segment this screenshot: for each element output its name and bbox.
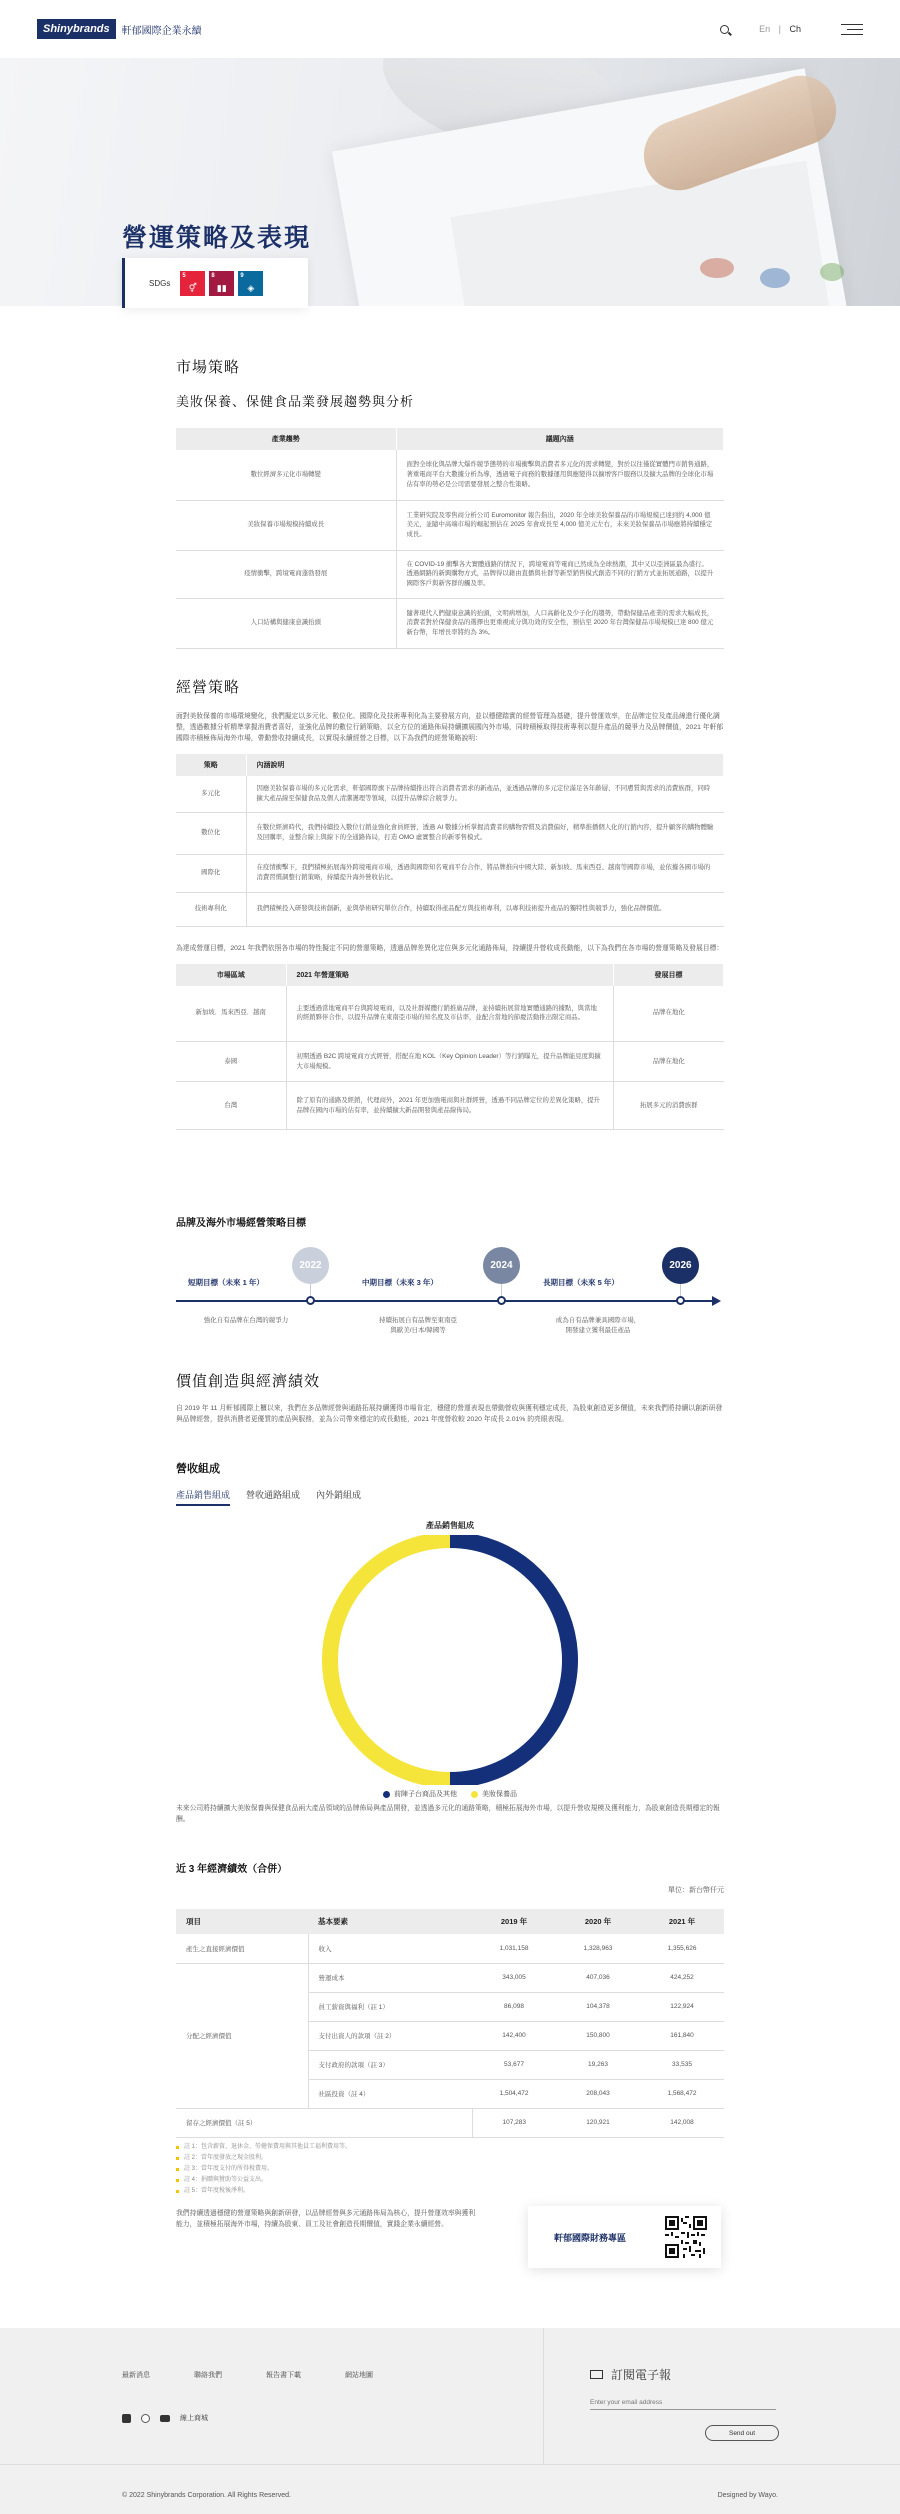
timeline-desc: 強化自有品牌在台灣的競爭力 [203, 1317, 289, 1324]
strategy-timeline [176, 1235, 724, 1335]
table-cell: 數位經濟多元化市場轉變 [176, 450, 396, 500]
timeline-title-wrap [176, 1214, 724, 1229]
legend-swatch [383, 1791, 390, 1798]
financial-area-card[interactable] [528, 2206, 721, 2268]
search-icon[interactable] [720, 25, 729, 34]
section-intro: 面對美妝保養的市場環境變化，我們擬定以多元化、數位化、國際化及技術專利化為主要發展方向，並以穩健踏實的經營管理為基礎，提升營運效率，在品牌定位及產品線進行優化調整，透過數據分析精準掌握消費者喜好，並強化品牌的數位行銷策略，以全方位的通路佈局持續擴展國內外市場，同時積極取得技術專利以提升產品的競爭力及品牌價值，2021 年軒郁國際亦積極佈局海外市場，帶動營收持續成長，以實現永續經營之目標，以下為我們的經營策略說明： [176, 713, 724, 742]
hamburger-menu-icon[interactable] [841, 24, 863, 35]
table-cell: 工業研究院及零售商分析公司 Euromonitor 報告指出，2020 年全球美妝保養品的市場規模已達到約 4,000 億美元，並隨中高端市場的崛起預估在 2025 年會成長至 4,000 億美元左右，未來美妝保養品市場應將持續穩定成長。 [396, 500, 724, 550]
legend-label: 前陣子台商品及其他 [394, 1791, 457, 1798]
table-cell: 新加坡．馬來西亞．越南 [176, 986, 286, 1042]
table-cell: 面對全球化與品牌大爆炸競爭態勢的市場衝擊與消費者多元化的需求轉變，對於以往僅從實體門市銷售通路，著重電商平台大數據分析為導，透過電子商務的數據運用與應變得以擴增客戶服務以及擴大品牌的全球化市場佔有率的勢必是公司需要發展之整合性策略。 [396, 450, 724, 500]
table-cell: 隨著現代人們健康意識的抬頭，文明病增加，人口高齡化及少子化的趨勢，帶動保健品產業的需求大幅成長，消費者對於保健食品的選擇也更重視成分與功效的安全性，預估至 2020 年台灣保健品市場規模已達 800 億元新台幣，年增長率將約為 3%。 [396, 598, 724, 648]
table-row [176, 812, 724, 854]
instagram-icon[interactable] [141, 2414, 150, 2423]
table-footnotes [176, 2142, 724, 2197]
chart-legend [176, 1789, 724, 1799]
send-button[interactable]: Send out [705, 2425, 779, 2441]
logo-mark: Shinybrands [43, 23, 110, 35]
table-cell: 分配之經濟價值 [176, 1963, 308, 2108]
strategy-table [176, 754, 724, 927]
table-row [176, 450, 724, 500]
table-header: 內涵說明 [246, 754, 724, 776]
footnote: 註 4：捐贈與贊助等公益支出。 [176, 2175, 724, 2186]
youtube-icon[interactable] [160, 2415, 170, 2422]
table-header: 2021 年營運策略 [286, 964, 614, 986]
table-cell: 在數位經濟時代，我們持續投入數位行銷並強化會員經營，透過 AI 數據分析掌握消費者的購物習慣及消費偏好，精準推播個人化的行銷內容，提升顧客的購物體驗及回購率，並整合線上與線下的全通路佈局，打造 OMO 虛實整合的新零售模式。 [246, 812, 724, 854]
table-header: 基本要素 [308, 1909, 472, 1934]
table-cell: 53,677 [472, 2050, 556, 2079]
footnote: 註 2：當年度發放之現金股利。 [176, 2153, 724, 2164]
table-cell: 1,504,472 [472, 2079, 556, 2108]
industry-trend-table [176, 428, 724, 649]
timeline-year-2024: 2024 [483, 1247, 520, 1284]
table-cell: 161,840 [640, 2021, 724, 2050]
table-cell: 1,355,626 [640, 1934, 724, 1963]
table-cell: 泰國 [176, 1042, 286, 1082]
timeline-arrow-icon [712, 1296, 721, 1306]
sdg-number: 9 [240, 272, 244, 279]
timeline-dot [676, 1296, 685, 1305]
table-cell: 107,283 [472, 2108, 556, 2137]
economic-performance-table [176, 1909, 724, 2138]
financial-area-label: 軒郁國際財務專區 [554, 2232, 627, 2243]
site-footer [0, 2328, 900, 2514]
table-cell: 150,800 [556, 2021, 640, 2050]
section-title: 近 3 年經濟績效（合併） [176, 1864, 288, 1875]
table-cell: 美妝保養市場規模持續成長 [176, 500, 396, 550]
timeline-label: 長期目標（未來 5 年） [543, 1278, 619, 1287]
table-cell: 33,535 [640, 2050, 724, 2079]
page-title: 營運策略及表現 [122, 225, 312, 252]
newsletter-title-text: 訂閱電子報 [611, 2368, 672, 2382]
section-title: 營收組成 [176, 1463, 220, 1475]
footnote: 註 3：當年度支付的所得稅費用。 [176, 2164, 724, 2175]
business-strategy-section [176, 676, 724, 1130]
footer-link-contact[interactable]: 聯絡我們 [194, 2372, 222, 2379]
table-row [176, 776, 724, 812]
table-cell: 142,400 [472, 2021, 556, 2050]
market-intro: 為達成營運目標，2021 年我們依照各市場的特性擬定不同的營運策略，透過品牌差異化定位與多元化通路佈局，持續提升營收成長動能，以下為我們在各市場的營運策略及發展目標： [176, 944, 724, 952]
section-text: 自 2019 年 11 月軒郁國際上櫃以來，我們在多品牌經營與通路拓展持續獲得市場肯定，穩健的營運表現也帶動營收與獲利穩定成長，為股東創造更多價值，未來我們將持續以創新研發與品牌經營，提供消費者更優質的產品與服務，並為公司帶來穩定的成長動能，2021 年度營收較 2020 年成長 2.01% 的亮眼表現。 [176, 1405, 723, 1423]
table-cell: 407,036 [556, 1963, 640, 1992]
table-cell: 台灣 [176, 1082, 286, 1130]
footer-link-sitemap[interactable]: 網站地圖 [345, 2372, 373, 2379]
chart-title: 產品銷售組成 [426, 1521, 474, 1530]
sdg-9-icon[interactable]: 9 ◈ [238, 271, 263, 296]
timeline-year-2022: 2022 [292, 1247, 329, 1284]
facebook-icon[interactable] [122, 2414, 131, 2423]
table-cell: 產生之直接經濟價值 [176, 1934, 308, 1963]
copyright-text: © 2022 Shinybrands Corporation. All Rights Reserved. [122, 2492, 291, 2499]
footer-link-news[interactable]: 最新消息 [122, 2372, 150, 2379]
tab-channel[interactable]: 營收通路組成 [246, 1490, 301, 1500]
language-switch [759, 24, 801, 34]
logo-text[interactable]: 軒郁國際企業永續 [121, 25, 202, 37]
performance-section [176, 1860, 724, 2197]
table-header: 議題內涵 [396, 428, 724, 450]
table-row [176, 598, 724, 648]
mail-icon [590, 2370, 603, 2379]
table-cell: 留存之經濟價值（註 5） [176, 2108, 472, 2137]
timeline-dot [497, 1296, 506, 1305]
table-cell: 在疫情衝擊下，我們積極拓展海外跨境電商市場，透過與國際知名電商平台合作，將品牌推向中國大陸、新加坡、馬來西亞、越南等國際市場，並依據各國市場的消費習慣調整行銷策略，持續提升海外營收佔比。 [246, 854, 724, 892]
table-row [176, 1042, 724, 1082]
table-cell: 收入 [308, 1934, 472, 1963]
table-cell: 142,008 [640, 2108, 724, 2137]
table-cell: 1,328,963 [556, 1934, 640, 1963]
closing-section [176, 2208, 476, 2230]
donut-chart [176, 1535, 724, 1785]
table-cell: 因應美妝保養市場的多元化需求，軒郁國際旗下品牌持續推出符合消費者需求的新產品，並透過品牌的多元定位滿足各年齡層、不同膚質與需求的消費族群，同時擴大產品線至保健食品及個人清潔護理等領域，以提升品牌綜合競爭力。 [246, 776, 724, 812]
table-cell: 初期透過 B2C 跨境電商方式經營，搭配在地 KOL（Key Opinion Leader）等行銷曝光，提升品牌能見度與擴大市場規模。 [286, 1042, 614, 1082]
table-row [176, 500, 724, 550]
table-cell: 人口結構與健康意識抬頭 [176, 598, 396, 648]
timeline-desc: 成為自有品牌兼具國際市場， 開發建立獲利最佳產品 [555, 1317, 641, 1334]
newsletter-email-input[interactable] [590, 2396, 776, 2410]
tab-domestic-export[interactable]: 內外銷組成 [316, 1490, 362, 1500]
table-cell: 多元化 [176, 776, 246, 812]
table-cell: 1,031,158 [472, 1934, 556, 1963]
table-cell: 122,924 [640, 1992, 724, 2021]
sdg-number: 8 [211, 272, 215, 279]
footer-links [122, 2370, 373, 2380]
brand-logo[interactable] [37, 19, 116, 39]
table-row [176, 1963, 724, 1992]
revenue-section [176, 1460, 724, 1506]
table-header: 2020 年 [556, 1909, 640, 1934]
donut-slice-2[interactable] [330, 1540, 450, 1780]
table-cell: 86,098 [472, 1992, 556, 2021]
revenue-note: 未來公司將持續擴大美妝保養與保健食品兩大產品領域的品牌佈局與產品開發，並透過多元化的通路策略，積極拓展海外市場，以提升營收規模及獲利能力，為股東創造長期穩定的報酬。 [176, 1805, 720, 1823]
table-cell: 主要透過當地電商平台與跨境電商，以及社群媒體行銷推廣品牌，並持續拓展當地實體通路的據點，與當地的經銷夥伴合作，以提升品牌在東南亞市場的知名度及市佔率，並配合當地的節慶活動推出限定商品。 [286, 986, 614, 1042]
timeline-label: 中期目標（未來 3 年） [362, 1278, 438, 1287]
footnote: 註 1：包含薪資、退休金、勞健保費用與其他員工福利費用等。 [176, 2142, 724, 2153]
timeline-desc: 持續拓展自有品牌至東南亞 與歐美/日本/韓國等 [379, 1317, 457, 1334]
value-creation-section [176, 1370, 724, 1425]
table-cell: 在 COVID-19 衝擊各大實體通路的情況下，跨境電商等電商已然成為全球熱潮，其中又以亞洲區最為盛行。透過網路的新興購物方式，品牌得以藉由直播與社群等新型銷售模式創造不同的行銷方式並拓展通路，以提升國際客戶與新客群的觸及率。 [396, 550, 724, 598]
revenue-note-wrap [176, 1803, 724, 1825]
table-cell: 我們積極投入研發與技術創新，並與學術研究單位合作，持續取得產品配方與技術專利，以專利技術提升產品的獨特性與競爭力，強化品牌價值。 [246, 892, 724, 926]
table-header: 產業趨勢 [176, 428, 396, 450]
legend-item [383, 1789, 457, 1799]
section-title: 價值創造與經濟績效 [176, 1374, 321, 1390]
timeline-label: 短期目標（未來 1 年） [188, 1278, 264, 1287]
table-header: 2019 年 [472, 1909, 556, 1934]
online-shop-link[interactable]: 線上商城 [180, 2415, 208, 2422]
table-cell: 社區投資（註 4） [308, 2079, 472, 2108]
table-cell: 支付出資人的款項（註 2） [308, 2021, 472, 2050]
header-actions [720, 24, 863, 35]
table-cell: 支付政府的款項（註 3） [308, 2050, 472, 2079]
lang-ch[interactable]: Ch [789, 24, 801, 34]
timeline-line [176, 1300, 712, 1302]
table-row [176, 892, 724, 926]
newsletter-title [590, 2366, 671, 2383]
social-links [122, 2413, 208, 2423]
section-subtitle: 美妝保養、保健食品業發展趨勢與分析 [176, 394, 415, 409]
table-header: 2021 年 [640, 1909, 724, 1934]
table-cell: 120,921 [556, 2108, 640, 2137]
table-header: 市場區域 [176, 964, 286, 986]
legend-swatch [471, 1791, 478, 1798]
table-row [176, 986, 724, 1042]
market-strategy-section [176, 356, 724, 649]
footer-link-report-download[interactable]: 報告書下載 [266, 2372, 301, 2379]
lang-separator: | [778, 24, 781, 34]
section-title: 市場策略 [176, 360, 241, 376]
timeline-title: 品牌及海外市場經營策略目標 [176, 1218, 306, 1229]
sdg-number: 5 [182, 272, 186, 279]
donut-slice-1[interactable] [450, 1540, 570, 1780]
footnote: 註 5：當年度稅後淨利。 [176, 2186, 724, 2197]
timeline-dot [306, 1296, 315, 1305]
table-cell: 343,005 [472, 1963, 556, 1992]
sdg-5-icon[interactable]: 5 ⚥ [180, 271, 205, 296]
table-cell: 品牌在地化 [614, 1042, 724, 1082]
table-cell: 員工薪資與福利（註 1） [308, 1992, 472, 2021]
table-row [176, 1082, 724, 1130]
table-cell: 拓展多元的消費族群 [614, 1082, 724, 1130]
tab-product-sales[interactable]: 產品銷售組成 [176, 1488, 230, 1506]
table-cell: 1,568,472 [640, 2079, 724, 2108]
table-cell: 424,252 [640, 1963, 724, 1992]
table-cell: 疫情衝擊，跨境電商蓬勃發展 [176, 550, 396, 598]
revenue-chart [176, 1520, 724, 1799]
table-cell: 除了原有的通路及經銷，代理商外，2021 年更加強電商與社群經營，透過不同品牌定位的差異化策略，提升品牌在國內市場的佔有率，並持續擴大新品開發與產品線佈局。 [286, 1082, 614, 1130]
unit-label: 單位：新台幣仟元 [668, 1887, 724, 1894]
table-cell: 品牌在地化 [614, 986, 724, 1042]
sdg-8-icon[interactable]: 8 ▮▮ [209, 271, 234, 296]
closing-text: 我們持續透過穩健的營運策略與創新研發，以品牌經營與多元通路佈局為核心，提升營運效率與獲利能力，並積極拓展海外市場，持續為股東、員工及社會創造長期價值，實踐企業永續經營。 [176, 2210, 476, 2228]
table-row [176, 1934, 724, 1963]
table-row [176, 550, 724, 598]
table-cell: 104,378 [556, 1992, 640, 2021]
table-cell: 數位化 [176, 812, 246, 854]
table-header: 策略 [176, 754, 246, 776]
table-cell: 19,263 [556, 2050, 640, 2079]
table-cell: 208,043 [556, 2079, 640, 2108]
revenue-tabs [176, 1488, 724, 1506]
table-row [176, 2108, 724, 2137]
table-cell: 國際化 [176, 854, 246, 892]
lang-en[interactable]: En [759, 24, 771, 34]
sdgs-label: SDGs [149, 278, 171, 288]
table-header: 項目 [176, 1909, 308, 1934]
designer-credit[interactable]: Designed by Wayo. [717, 2492, 778, 2499]
table-row [176, 854, 724, 892]
timeline-year-2026: 2026 [662, 1247, 699, 1284]
legend-label: 美妝保養品 [482, 1791, 517, 1798]
section-title: 經營策略 [176, 680, 241, 696]
legend-item [471, 1789, 517, 1799]
table-cell: 營運成本 [308, 1963, 472, 1992]
qr-code-icon [665, 2216, 707, 2258]
site-header [0, 0, 900, 58]
market-strategy-table [176, 964, 724, 1131]
table-cell: 技術專利化 [176, 892, 246, 926]
table-header: 發展目標 [614, 964, 724, 986]
sdgs-panel [122, 258, 308, 308]
